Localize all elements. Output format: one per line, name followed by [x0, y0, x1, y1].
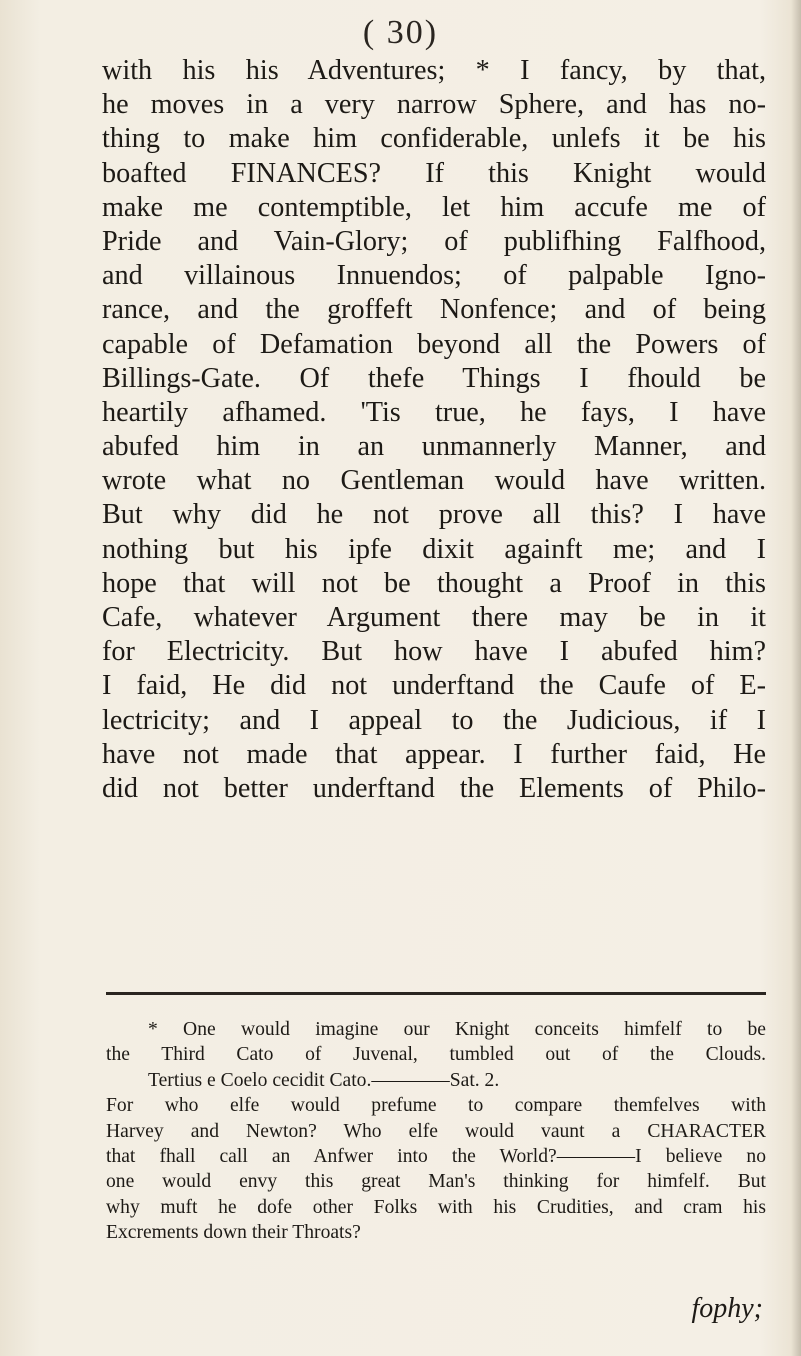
- text-line: nothing but his ipfe dixit againft me; and I: [102, 533, 766, 565]
- text-line: capable of Defamation beyond all the Powers of: [102, 328, 766, 360]
- text-line: have not made that appear. I further faid, He: [102, 738, 766, 770]
- text-line: rance, and the groffeft Nonfence; and of being: [102, 294, 766, 326]
- text-line: wrote what no Gentleman would have written.: [102, 465, 766, 497]
- text-line: for Electricity. But how have I abufed him?: [102, 636, 766, 668]
- footnote-line: For who elfe would prefume to compare themfelves with: [106, 1095, 766, 1117]
- footnote-divider: [106, 992, 766, 995]
- text-line: heartily afhamed. 'Tis true, he fays, I have: [102, 396, 766, 428]
- page-edge-shadow: [791, 0, 801, 1356]
- footnote: [106, 1017, 766, 1246]
- text-line: Pride and Vain-Glory; of publifhing Falfhood,: [102, 225, 766, 257]
- footnote-line: that fhall call an Anfwer into the World?————I believe no: [106, 1145, 766, 1167]
- text-line: make me contemptible, let him accufe me of: [102, 191, 766, 223]
- text-line: abufed him in an unmannerly Manner, and: [102, 431, 766, 463]
- text-line: boafted FINANCES? If this Knight would: [102, 157, 766, 189]
- footnote-line: Tertius e Coelo cecidit Cato.————Sat. 2.: [148, 1069, 500, 1091]
- text-line: he moves in a very narrow Sphere, and has no-: [102, 89, 766, 121]
- footnote-line: Harvey and Newton? Who elfe would vaunt a CHARACTER: [106, 1120, 766, 1142]
- text-line: thing to make him confiderable, unlefs it be his: [102, 123, 766, 155]
- text-line: and villainous Innuendos; of palpable Igno-: [102, 260, 766, 292]
- text-line: did not better underftand the Elements of Philo-: [102, 772, 766, 804]
- text-line: with his his Adventures; * I fancy, by that,: [102, 55, 766, 86]
- footnote-line: Excrements down their Throats?: [106, 1222, 361, 1244]
- footnote-line: * One would imagine our Knight conceits himfelf to be: [148, 1019, 766, 1040]
- text-line: hope that will not be thought a Proof in this: [102, 567, 766, 599]
- footnote-line: the Third Cato of Juvenal, tumbled out of the Clouds.: [106, 1044, 766, 1066]
- text-line: Cafe, whatever Argument there may be in it: [102, 602, 766, 633]
- main-text: [102, 54, 766, 806]
- page-number: ( 30): [362, 14, 439, 51]
- footnote-line: why muft he dofe other Folks with his Crudities, and cram his: [106, 1196, 766, 1218]
- footnote-line: one would envy this great Man's thinking for himfelf. But: [106, 1171, 766, 1193]
- text-line: I faid, He did not underftand the Caufe of E-: [102, 670, 766, 702]
- text-line: lectricity; and I appeal to the Judicious, if I: [102, 704, 766, 736]
- text-line: Billings-Gate. Of thefe Things I fhould be: [102, 362, 766, 394]
- text-line: But why did he not prove all this? I have: [102, 499, 766, 531]
- catchword: fophy;: [691, 1293, 763, 1324]
